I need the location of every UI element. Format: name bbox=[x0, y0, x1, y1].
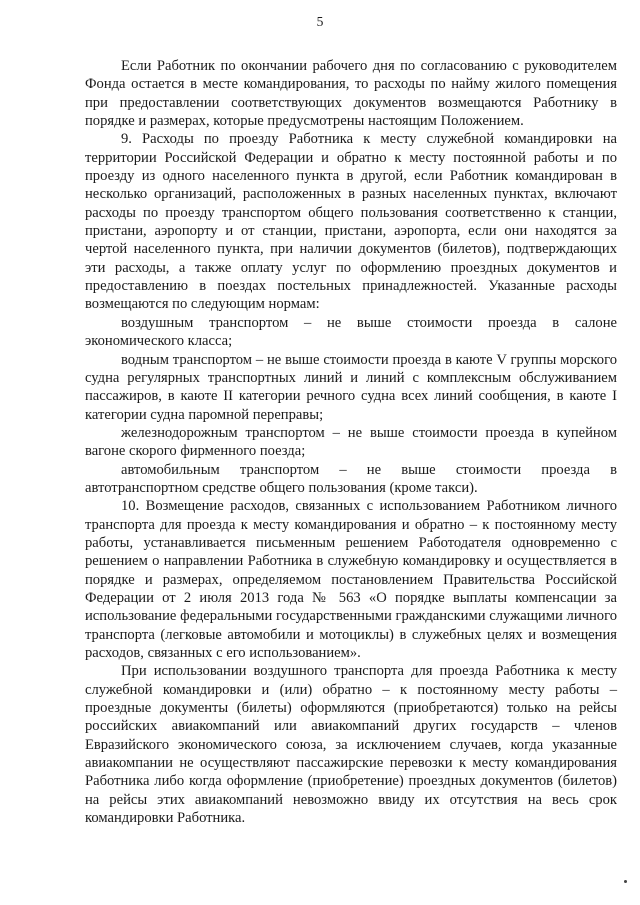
scan-speck bbox=[624, 880, 627, 883]
document-body bbox=[85, 57, 617, 827]
paragraph-water-transport-norm: водным транспортом – не выше стоимости проезда в каюте V группы морского судна регулярных транспортных линий и линий с комплексным обслуживанием пассажиров, в каюте II категории речного судна всех линий сообщения, в каюте I категории судна паромной переправы; bbox=[85, 351, 617, 423]
paragraph-air-transport-norm: воздушным транспортом – не выше стоимости проезда в салоне экономического класса; bbox=[85, 314, 617, 350]
paragraph-item-9-travel-expenses: 9. Расходы по проезду Работника к месту служебной командировки на территории Российской Федерации и обратно к месту постоянной работы и по проезду из одного населенного пункта в другой, если Работник командирован в несколько организаций, расположенных в разных населенных пунктах, включают расходы по проезду транспортом общего пользования соответственно к станции, пристани, аэропорту и от станции, пристани, аэропорта, если они находятся за чертой населенного пункта, при наличии документов (билетов), подтверждающих эти расходы, а также оплату услуг по оформлению проездных документов и предоставлению в поездах постельных принадлежностей. Указанные расходы возмещаются по следующим нормам: bbox=[85, 131, 617, 313]
paragraph-air-carriers-rule: При использовании воздушного транспорта для проезда Работника к месту служебной командировки и (или) обратно – к постоянному месту работы – проездные документы (билеты) оформляются (приобретаются) только на рейсы российских авиакомпаний или авиакомпаний других государств – членов Евразийского экономического союза, за исключением случаев, когда указанные авиакомпании не осуществляют пассажирские перевозки к месту командирования Работника либо когда оформление (приобретение) проездных документов (билетов) на рейсы этих авиакомпаний невозможно ввиду их отсутствия на весь срок командировки Работника. bbox=[85, 663, 617, 827]
paragraph-rail-transport-norm: железнодорожным транспортом – не выше стоимости проезда в купейном вагоне скорого фирменного поезда; bbox=[85, 424, 617, 460]
page-number: 5 bbox=[316, 14, 324, 29]
paragraph-road-transport-norm: автомобильным транспортом – не выше стоимости проезда в автотранспортном средстве общего пользования (кроме такси). bbox=[85, 461, 617, 496]
paragraph-overnight-stay: Если Работник по окончании рабочего дня по согласованию с руководителем Фонда остается в месте командирования, то расходы по найму жилого помещения при предоставлении соответствующих документов возмещаются Работнику в порядке и размерах, которые предусмотрены настоящим Положением. bbox=[85, 58, 617, 130]
paragraph-item-10-personal-transport: 10. Возмещение расходов, связанных с использованием Работником личного транспорта для проезда к месту командирования и обратно – к постоянному месту работы, устанавливается письменным решением Работодателя одновременно с решением о направлении Работника в служебную командировку и осуществляется в порядке и размерах, определяемом постановлением Правительства Российской Федерации от 2 июля 2013 года № 563 «О порядке выплаты компенсации за использование федеральными государственными гражданскими служащими личного транспорта (легковые автомобили и мотоциклы) в служебных целях и возмещения расходов, связанных с его использованием». bbox=[85, 498, 617, 661]
